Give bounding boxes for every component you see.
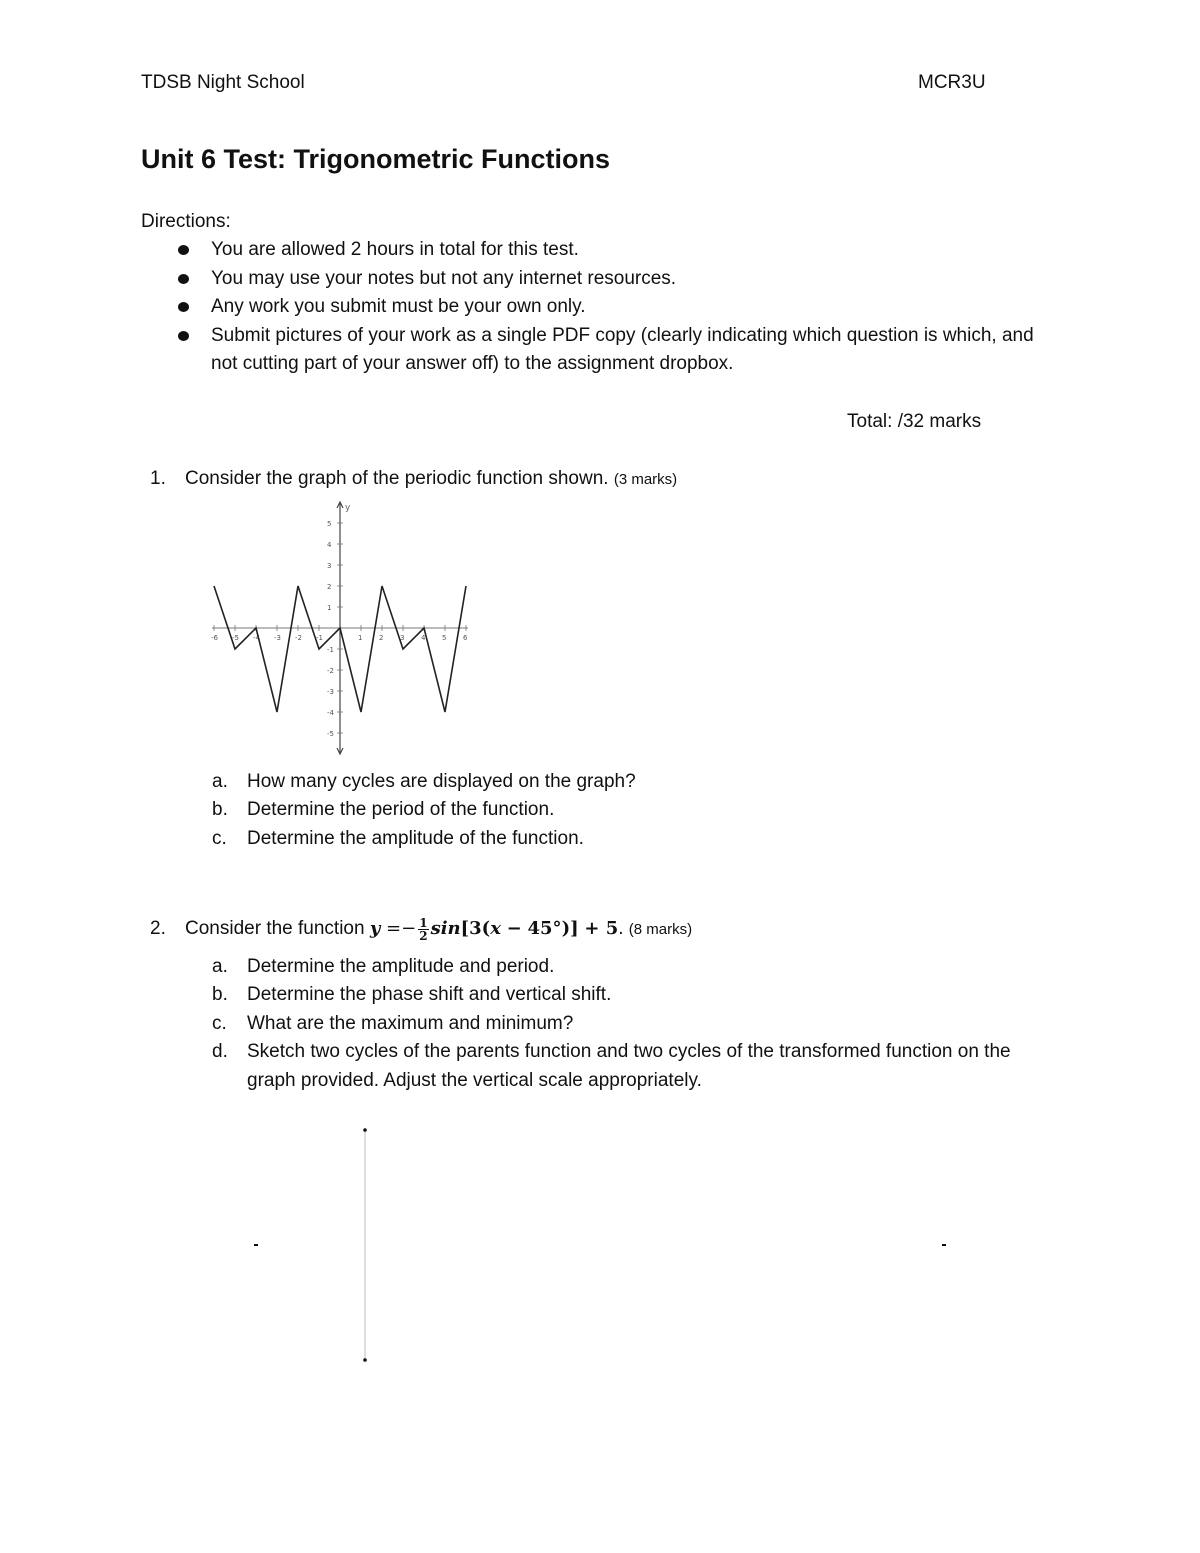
list-item: b. Determine the period of the function.: [212, 799, 555, 821]
x-tick-label: 6: [463, 634, 468, 642]
function-equation: y =− $\frac{1}{2}$ sin[3(x − 45°)] + 5: [369, 915, 619, 943]
bullet-icon: [178, 331, 189, 341]
y-tick-label: 2: [327, 583, 332, 591]
list-item: You may use your notes but not any internet resources.: [176, 265, 1056, 294]
x-tick-label: 2: [379, 634, 384, 642]
total-marks: Total: /32 marks: [847, 411, 982, 432]
fraction: $\frac{1}{2}$: [419, 915, 428, 943]
question-text: Consider the function y =− $\frac{1}{2}$ sin[3(x − 45°)] + 5. (8 marks): [185, 915, 693, 943]
list-item: a. Determine the amplitude and period.: [212, 956, 555, 977]
x-tick-label: -2: [295, 634, 302, 642]
y-tick-label: 5: [327, 520, 332, 528]
header-course: MCR3U: [918, 72, 986, 93]
question-2: [150, 915, 1100, 949]
y-tick-label: 3: [327, 562, 332, 570]
x-tick-label: -4: [253, 634, 260, 642]
list-item: b. Determine the phase shift and vertical shift.: [212, 984, 612, 1006]
question-marks: (8 marks): [628, 921, 693, 938]
y-tick-label: -2: [327, 667, 334, 675]
bullet-icon: [178, 245, 189, 255]
x-tick-label: -1: [316, 634, 323, 642]
list-item: c. Determine the amplitude of the function.: [212, 827, 584, 849]
x-tick-label: 4: [421, 634, 426, 642]
question-number: 1.: [150, 468, 166, 489]
list-item: Any work you submit must be your own only.: [176, 293, 1056, 322]
bullet-icon: [178, 274, 189, 284]
list-item: Submit pictures of your work as a single PDF copy (clearly indicating which question is which, and not cutting part of your answer off) to the assignment dropbox.: [176, 322, 1056, 379]
x-tick-label: 3: [400, 634, 405, 642]
y-tick-label: 4: [327, 541, 332, 549]
directions-list: [176, 236, 1056, 379]
question-number: 2.: [150, 918, 166, 939]
axis-endpoint-top: [363, 1128, 367, 1132]
y-axis-label: y: [345, 503, 351, 513]
y-tick-label: -5: [327, 730, 334, 738]
bullet-icon: [178, 302, 189, 312]
question-1: [150, 465, 1050, 495]
list-item: a. How many cycles are displayed on the graph?: [212, 771, 636, 792]
question-text: Consider the graph of the periodic function shown. (3 marks): [185, 468, 678, 489]
axis-endpoint-left: [254, 1244, 258, 1246]
periodic-function-graph: [200, 495, 480, 760]
y-tick-label: -1: [327, 646, 334, 654]
x-tick-label: -5: [232, 634, 239, 642]
list-item: c. What are the maximum and minimum?: [212, 1012, 574, 1034]
directions-label: Directions:: [141, 211, 231, 232]
x-tick-label: -6: [211, 634, 218, 642]
question-marks: (3 marks): [613, 471, 678, 488]
y-tick-label: -4: [327, 709, 334, 717]
question-2-parts: [212, 953, 1062, 1095]
page-title: Unit 6 Test: Trigonometric Functions: [141, 144, 611, 174]
axis-endpoint-right: [942, 1244, 946, 1246]
question-1-parts: [212, 768, 1062, 853]
x-tick-label: 5: [442, 634, 447, 642]
y-tick-label: -3: [327, 688, 334, 696]
y-tick-label: 1: [327, 604, 332, 612]
x-tick-label: -3: [274, 634, 281, 642]
x-tick-label: 1: [358, 634, 363, 642]
axis-endpoint-bottom: [363, 1358, 367, 1362]
header-school: TDSB Night School: [141, 72, 305, 93]
list-item: You are allowed 2 hours in total for this test.: [176, 236, 1056, 265]
list-item: d. Sketch two cycles of the parents function and two cycles of the transformed function on the graph provided. Adjust the vertical scale appropriately.: [212, 1041, 1011, 1091]
blank-sketch-graph: [240, 1120, 960, 1370]
